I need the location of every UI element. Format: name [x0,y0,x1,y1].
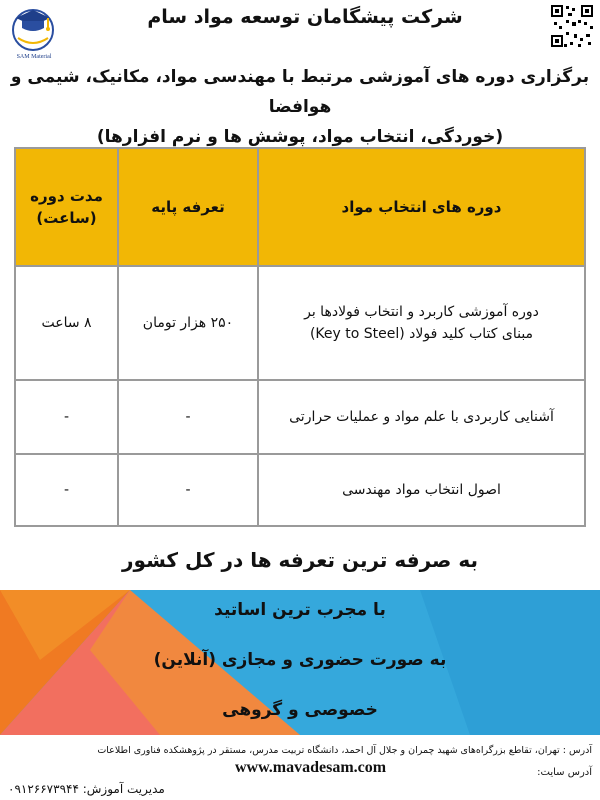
duration-cell: ۸ ساعت [41,315,92,331]
table-row [16,267,584,381]
courses-table [14,147,586,527]
course-line-1: دوره آموزشی کاربرد و انتخاب فولادها بر [304,304,539,320]
table-row [16,455,584,525]
promo-title: به صرفه ترین تعرفه ها در کل کشور [122,548,478,572]
header-price: تعرفه پایه [117,149,257,265]
course-line-2: مبنای کتاب کلید فولاد (Key to Steel) [309,326,534,342]
price-cell: - [117,455,257,525]
course-cell: آشنایی کاربردی با علم مواد و عملیات حرارتی [257,381,584,453]
course-cell: اصول انتخاب مواد مهندسی [257,455,584,525]
headline [10,62,590,152]
headline-line-2: (خوردگی، انتخاب مواد، پوشش ها و نرم افزارها) [96,127,504,147]
site-url-link[interactable]: www.mavadesam.com [235,759,387,776]
course-cell [257,267,584,379]
logo-label: SAM Material [16,54,52,60]
banner-line-1: با مجرب ترین اساتید [214,600,386,620]
qr-code [550,4,594,48]
banner-line-3: خصوصی و گروهی [222,700,378,720]
price-cell: - [117,381,257,453]
manager-phone: مدیریت آموزش: ۰۹۱۲۶۶۷۳۹۴۴ [8,782,165,796]
duration-cell: - [63,482,70,498]
header-duration-line-2: (ساعت) [36,209,97,227]
duration-cell: - [63,409,70,425]
address: آدرس : تهران، تقاطع بزرگراه‌های شهید چمران و جلال آل احمد، دانشگاه تربیت مدرس، مستقر در پژوهشکده فناوری اطلاعات [97,745,592,756]
price-cell: ۲۵۰ هزار تومان [117,267,257,379]
header-course: دوره های انتخاب مواد [257,149,584,265]
header-duration-line-1: مدت دوره [30,187,103,205]
table-row [16,381,584,455]
site-label: آدرس سایت: [537,767,592,778]
company-name: شرکت پیشگامان توسعه مواد سام [147,6,463,28]
feature-banner [0,590,600,735]
headline-line-1: برگزاری دوره های آموزشی مرتبط با مهندسی مواد، مکانیک، شیمی و هوافضا [10,67,590,117]
banner-line-2: به صورت حضوری و مجازی (آنلاین) [153,650,447,670]
table-header-row [16,149,584,267]
header-duration [16,149,117,265]
footer [0,735,600,800]
company-logo [4,2,62,54]
